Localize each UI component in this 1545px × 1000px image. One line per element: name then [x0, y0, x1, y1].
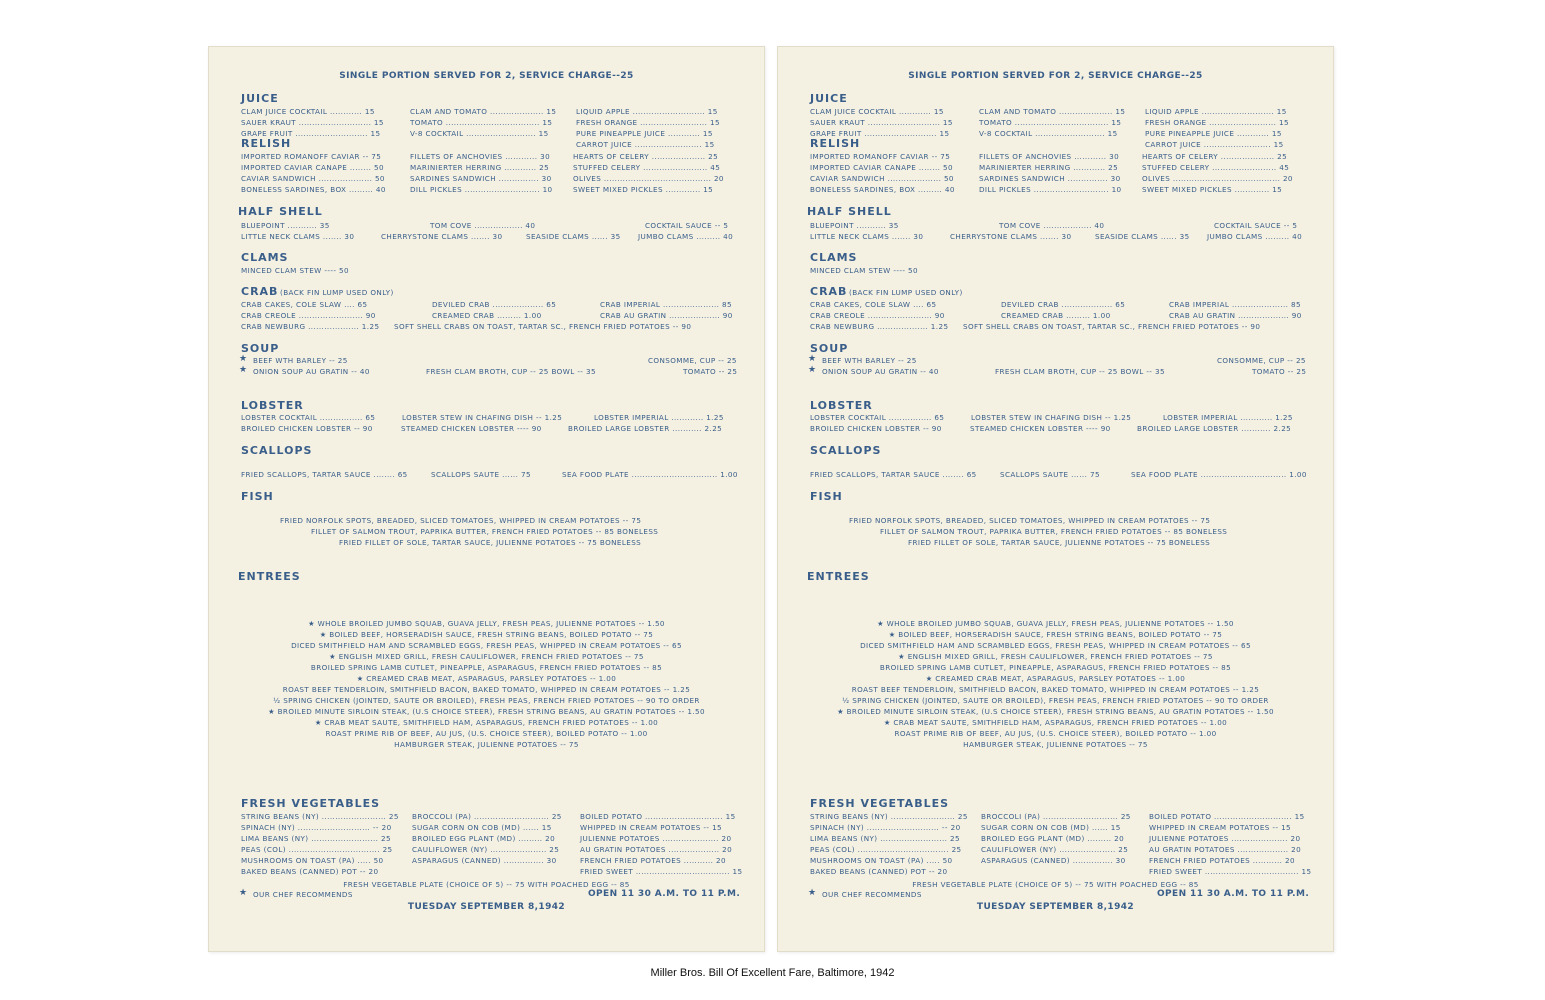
menu-item: V-8 COCKTAIL .......................... 15	[979, 129, 1118, 138]
menu-item: BROCCOLI (PA) ............................ 25	[981, 812, 1131, 821]
entree-item: ★ ENGLISH MIXED GRILL, FRESH CAULIFLOWER, FRENCH FRIED POTATOES -- 75	[329, 652, 644, 661]
menu-item: ASPARAGUS (CANNED) ............... 30	[981, 856, 1126, 865]
section-note: (BACK FIN LUMP USED ONLY)	[849, 288, 963, 297]
menu-item: FILLET OF SALMON TROUT, PAPRIKA BUTTER, FRENCH FRIED POTATOES -- 85 BONELESS	[880, 527, 1228, 536]
menu-item: BLUEPOINT ........... 35	[810, 221, 899, 230]
menu-item: FRIED SWEET ................................... 15	[1149, 867, 1312, 876]
entree-item: BROILED SPRING LAMB CUTLET, PINEAPPLE, ASPARAGUS, FRENCH FRIED POTATOES -- 85	[879, 663, 1232, 672]
section-title-half-shell: HALF SHELL	[807, 205, 892, 218]
menu-item: CRAB AU GRATIN ................... 90	[600, 311, 733, 320]
menu-item: IMPORTED ROMANOFF CAVIAR -- 75	[241, 152, 382, 161]
menu-item: SUGAR CORN ON COB (MD) ...... 15	[412, 823, 552, 832]
menu-item: CAULIFLOWER (NY) ..................... 25	[981, 845, 1129, 854]
menu-item: LITTLE NECK CLAMS ....... 30	[810, 232, 924, 241]
menu-item: CONSOMME, CUP -- 25	[648, 356, 737, 365]
menu-item: CLAM AND TOMATO .................... 15	[979, 107, 1126, 116]
menu-item: JULIENNE POTATOES ..................... 20	[1149, 834, 1301, 843]
menu-item: SEA FOOD PLATE ................................ 1.00	[1131, 470, 1307, 479]
menu-item: LOBSTER IMPERIAL ............ 1.25	[1163, 413, 1293, 422]
menu-item: OLIVES ........................................ 20	[573, 174, 724, 183]
menu-item: TOMATO -- 25	[1252, 367, 1307, 376]
menu-item: CRAB CAKES, COLE SLAW .... 65	[241, 300, 368, 309]
menu-item: FRESH VEGETABLE PLATE (CHOICE OF 5) -- 75 WITH POACHED EGG -- 85	[343, 880, 630, 889]
menu-page-right	[777, 46, 1334, 952]
section-title-fish: FISH	[810, 490, 843, 503]
menu-item: BOILED POTATO ............................. 15	[580, 812, 736, 821]
menu-item: TOM COVE .................. 40	[999, 221, 1105, 230]
menu-item: IMPORTED CAVIAR CANAPE ........ 50	[810, 163, 953, 172]
menu-item: BOILED POTATO ............................. 15	[1149, 812, 1305, 821]
menu-item: SUGAR CORN ON COB (MD) ...... 15	[981, 823, 1121, 832]
menu-item: MUSHROOMS ON TOAST (PA) ..... 50	[241, 856, 384, 865]
menu-item: BEEF WTH BARLEY -- 25	[822, 356, 917, 365]
menu-item: BROILED EGG PLANT (MD) ......... 20	[981, 834, 1125, 843]
menu-item: PURE PINEAPPLE JUICE ............ 15	[576, 129, 713, 138]
menu-date: TUESDAY SEPTEMBER 8,1942	[407, 902, 566, 912]
menu-item: FRIED SWEET ................................... 15	[580, 867, 743, 876]
entree-item: BROILED SPRING LAMB CUTLET, PINEAPPLE, ASPARAGUS, FRENCH FRIED POTATOES -- 85	[310, 663, 663, 672]
entree-item: ★ BOILED BEEF, HORSERADISH SAUCE, FRESH STRING BEANS, BOILED POTATO -- 75	[888, 630, 1223, 639]
menu-item: STUFFED CELERY ........................ 45	[573, 163, 721, 172]
entree-item: ★ BROILED MINUTE SIRLOIN STEAK, (U.S CHOICE STEER), FRESH STRING BEANS, AU GRATIN POTATOES -- 1.50	[268, 707, 705, 716]
section-title-crab: CRAB	[241, 285, 279, 298]
menu-item: LOBSTER STEW IN CHAFING DISH -- 1.25	[402, 413, 563, 422]
menu-item: LIQUID APPLE ........................... 15	[1145, 107, 1287, 116]
menu-item: CRAB IMPERIAL ..................... 85	[600, 300, 732, 309]
section-title-scallops: SCALLOPS	[241, 444, 313, 457]
menu-item: BAKED BEANS (CANNED) POT -- 20	[241, 867, 379, 876]
menu-item: SOFT SHELL CRABS ON TOAST, TARTAR SC., FRENCH FRIED POTATOES -- 90	[394, 322, 692, 331]
menu-item: FRESH ORANGE ......................... 15	[1145, 118, 1289, 127]
section-title-juice: JUICE	[810, 92, 848, 105]
hours: OPEN 11 30 A.M. TO 11 P.M.	[1157, 889, 1310, 899]
section-title-soup: SOUP	[810, 342, 849, 355]
section-title-vegetables: FRESH VEGETABLES	[810, 797, 950, 810]
menu-item: JUMBO CLAMS ......... 40	[638, 232, 734, 241]
entree-item: HAMBURGER STEAK, JULIENNE POTATOES -- 75	[963, 740, 1148, 749]
section-title-clams: CLAMS	[810, 251, 858, 264]
menu-item: FRIED SCALLOPS, TARTAR SAUCE ........ 65	[810, 470, 977, 479]
menu-item: CRAB NEWBURG ................... 1.25	[241, 322, 380, 331]
menu-item: FRIED NORFOLK SPOTS, BREADED, SLICED TOMATOES, WHIPPED IN CREAM POTATOES -- 75	[849, 516, 1211, 525]
menu-item: LITTLE NECK CLAMS ....... 30	[241, 232, 355, 241]
entree-item: ROAST PRIME RIB OF BEEF, AU JUS, (U.S. CHOICE STEER), BOILED POTATO -- 1.00	[325, 729, 648, 738]
star-icon: ★	[808, 365, 817, 375]
menu-item: STUFFED CELERY ........................ 45	[1142, 163, 1290, 172]
menu-item: SWEET MIXED PICKLES ............. 15	[573, 185, 714, 194]
menu-item: CARROT JUICE ......................... 15	[1145, 140, 1284, 149]
menu-item: SARDINES SANDWICH ............... 30	[979, 174, 1121, 183]
star-icon: ★	[239, 888, 248, 898]
menu-item: FRENCH FRIED POTATOES ........... 20	[580, 856, 726, 865]
menu-item: HEARTS OF CELERY .................... 25	[573, 152, 719, 161]
entree-item: ★ CRAB MEAT SAUTE, SMITHFIELD HAM, ASPARAGUS, FRENCH FRIED POTATOES -- 1.00	[314, 718, 659, 727]
menu-item: TOMATO -- 25	[683, 367, 738, 376]
menu-item: DEVILED CRAB ................... 65	[1001, 300, 1126, 309]
menu-item: BONELESS SARDINES, BOX ......... 40	[810, 185, 955, 194]
menu-item: CHERRYSTONE CLAMS ....... 30	[950, 232, 1072, 241]
menu-item: DILL PICKLES ............................ 10	[979, 185, 1122, 194]
entree-item: ROAST PRIME RIB OF BEEF, AU JUS, (U.S. CHOICE STEER), BOILED POTATO -- 1.00	[894, 729, 1217, 738]
star-icon: ★	[239, 365, 248, 375]
star-icon: ★	[808, 888, 817, 898]
menu-item: CREAMED CRAB ......... 1.00	[1001, 311, 1111, 320]
menu-item: CHERRYSTONE CLAMS ....... 30	[381, 232, 503, 241]
entree-item: ★ ENGLISH MIXED GRILL, FRESH CAULIFLOWER, FRENCH FRIED POTATOES -- 75	[898, 652, 1213, 661]
entree-item: ★ CREAMED CRAB MEAT, ASPARAGUS, PARSLEY POTATOES -- 1.00	[356, 674, 617, 683]
menu-item: GRAPE FRUIT ........................... 15	[810, 129, 950, 138]
menu-item: CRAB CREOLE ........................ 90	[810, 311, 945, 320]
menu-item: CLAM AND TOMATO .................... 15	[410, 107, 557, 116]
menu-item: ONION SOUP AU GRATIN -- 40	[253, 367, 370, 376]
menu-date: TUESDAY SEPTEMBER 8,1942	[976, 902, 1135, 912]
menu-item: SWEET MIXED PICKLES ............. 15	[1142, 185, 1283, 194]
menu-item: TOMATO ................................... 15	[410, 118, 553, 127]
menu-item: ONION SOUP AU GRATIN -- 40	[822, 367, 939, 376]
menu-item: WHIPPED IN CREAM POTATOES -- 15	[580, 823, 723, 832]
menu-item: HEARTS OF CELERY .................... 25	[1142, 152, 1288, 161]
entree-item: ★ CRAB MEAT SAUTE, SMITHFIELD HAM, ASPARAGUS, FRENCH FRIED POTATOES -- 1.00	[883, 718, 1228, 727]
menu-item: CRAB NEWBURG ................... 1.25	[810, 322, 949, 331]
menu-item: ASPARAGUS (CANNED) ............... 30	[412, 856, 557, 865]
menu-item: CRAB IMPERIAL ..................... 85	[1169, 300, 1301, 309]
menu-item: PEAS (COL) .................................. 25	[241, 845, 393, 854]
entree-item: ½ SPRING CHICKEN (JOINTED, SAUTE OR BROILED), FRESH PEAS, FRENCH FRIED POTATOES -- 90 TO ORDER	[842, 696, 1269, 705]
section-title-soup: SOUP	[241, 342, 280, 355]
menu-item: STRING BEANS (NY) ........................ 25	[241, 812, 399, 821]
menu-item: STEAMED CHICKEN LOBSTER ---- 90	[970, 424, 1111, 433]
menu-item: CRAB CREOLE ........................ 90	[241, 311, 376, 320]
menu-item: SAUER KRAUT ........................... 15	[810, 118, 953, 127]
menu-item: SCALLOPS SAUTE ...... 75	[1000, 470, 1100, 479]
menu-item: GRAPE FRUIT ........................... 15	[241, 129, 381, 138]
menu-item: SAUER KRAUT ........................... 15	[241, 118, 384, 127]
menu-item: CRAB CAKES, COLE SLAW .... 65	[810, 300, 937, 309]
menu-item: FRIED SCALLOPS, TARTAR SAUCE ........ 65	[241, 470, 408, 479]
menu-item: LOBSTER IMPERIAL ............ 1.25	[594, 413, 724, 422]
menu-item: FILLETS OF ANCHOVIES ............ 30	[410, 152, 551, 161]
menu-item: LIQUID APPLE ........................... 15	[576, 107, 718, 116]
menu-item: MARINIERTER HERRING ............ 25	[979, 163, 1119, 172]
star-icon: ★	[808, 354, 817, 364]
menu-header: SINGLE PORTION SERVED FOR 2, SERVICE CHARGE--25	[908, 71, 1203, 81]
menu-item: DEVILED CRAB ................... 65	[432, 300, 557, 309]
entree-item: ★ WHOLE BROILED JUMBO SQUAB, GUAVA JELLY, FRESH PEAS, JULIENNE POTATOES -- 1.50	[877, 619, 1234, 628]
menu-item: V-8 COCKTAIL .......................... 15	[410, 129, 549, 138]
menu-item: CREAMED CRAB ......... 1.00	[432, 311, 542, 320]
menu-item: BONELESS SARDINES, BOX ......... 40	[241, 185, 386, 194]
menu-item: MINCED CLAM STEW ---- 50	[241, 266, 349, 275]
menu-item: FRESH ORANGE ......................... 15	[576, 118, 720, 127]
menu-item: FRESH CLAM BROTH, CUP -- 25 BOWL -- 35	[995, 367, 1165, 376]
menu-item: AU GRATIN POTATOES ................... 20	[1149, 845, 1302, 854]
section-title-juice: JUICE	[241, 92, 279, 105]
section-note: (BACK FIN LUMP USED ONLY)	[280, 288, 394, 297]
menu-header: SINGLE PORTION SERVED FOR 2, SERVICE CHARGE--25	[339, 71, 634, 81]
menu-item: FRIED NORFOLK SPOTS, BREADED, SLICED TOMATOES, WHIPPED IN CREAM POTATOES -- 75	[280, 516, 642, 525]
hours: OPEN 11 30 A.M. TO 11 P.M.	[588, 889, 741, 899]
menu-item: DILL PICKLES ............................ 10	[410, 185, 553, 194]
entree-item: ROAST BEEF TENDERLOIN, SMITHFIELD BACON, BAKED TOMATO, WHIPPED IN CREAM POTATOES -- 1.25	[282, 685, 691, 694]
star-icon: ★	[239, 354, 248, 364]
section-title-fish: FISH	[241, 490, 274, 503]
entree-item: ROAST BEEF TENDERLOIN, SMITHFIELD BACON, BAKED TOMATO, WHIPPED IN CREAM POTATOES -- 1.25	[851, 685, 1260, 694]
menu-item: CLAM JUICE COCKTAIL ............ 15	[241, 107, 375, 116]
menu-item: LOBSTER COCKTAIL ................ 65	[810, 413, 945, 422]
menu-item: COCKTAIL SAUCE -- 5	[645, 221, 729, 230]
menu-item: BROILED LARGE LOBSTER ........... 2.25	[568, 424, 723, 433]
menu-item: CRAB AU GRATIN ................... 90	[1169, 311, 1302, 320]
menu-item: FRENCH FRIED POTATOES ........... 20	[1149, 856, 1295, 865]
menu-item: BROILED EGG PLANT (MD) ......... 20	[412, 834, 556, 843]
section-title-scallops: SCALLOPS	[810, 444, 882, 457]
menu-item: CAVIAR SANDWICH .................... 50	[241, 174, 385, 183]
menu-item: STEAMED CHICKEN LOBSTER ---- 90	[401, 424, 542, 433]
entree-item: ★ CREAMED CRAB MEAT, ASPARAGUS, PARSLEY POTATOES -- 1.00	[925, 674, 1186, 683]
menu-item: LOBSTER COCKTAIL ................ 65	[241, 413, 376, 422]
menu-item: FRIED FILLET OF SOLE, TARTAR SAUCE, JULIENNE POTATOES -- 75 BONELESS	[908, 538, 1211, 547]
menu-item: STRING BEANS (NY) ........................ 25	[810, 812, 968, 821]
section-title-lobster: LOBSTER	[241, 399, 304, 412]
menu-item: CARROT JUICE ......................... 15	[576, 140, 715, 149]
menu-item: TOM COVE .................. 40	[430, 221, 536, 230]
menu-item: CLAM JUICE COCKTAIL ............ 15	[810, 107, 944, 116]
menu-item: FILLET OF SALMON TROUT, PAPRIKA BUTTER, FRENCH FRIED POTATOES -- 85 BONELESS	[311, 527, 659, 536]
menu-item: SOFT SHELL CRABS ON TOAST, TARTAR SC., FRENCH FRIED POTATOES -- 90	[963, 322, 1261, 331]
section-title-half-shell: HALF SHELL	[238, 205, 323, 218]
menu-item: CONSOMME, CUP -- 25	[1217, 356, 1306, 365]
menu-item: CAULIFLOWER (NY) ..................... 25	[412, 845, 560, 854]
menu-item: FRESH CLAM BROTH, CUP -- 25 BOWL -- 35	[426, 367, 596, 376]
menu-item: WHIPPED IN CREAM POTATOES -- 15	[1149, 823, 1292, 832]
menu-item: FILLETS OF ANCHOVIES ............ 30	[979, 152, 1120, 161]
menu-item: BROILED CHICKEN LOBSTER -- 90	[241, 424, 373, 433]
section-title-relish: RELISH	[241, 137, 292, 150]
entree-item: ★ WHOLE BROILED JUMBO SQUAB, GUAVA JELLY, FRESH PEAS, JULIENNE POTATOES -- 1.50	[308, 619, 665, 628]
menu-item: OLIVES ........................................ 20	[1142, 174, 1293, 183]
menu-item: CAVIAR SANDWICH .................... 50	[810, 174, 954, 183]
menu-item: BEEF WTH BARLEY -- 25	[253, 356, 348, 365]
menu-item: BAKED BEANS (CANNED) POT -- 20	[810, 867, 948, 876]
menu-item: IMPORTED ROMANOFF CAVIAR -- 75	[810, 152, 951, 161]
menu-item: LIMA BEANS (NY) ......................... 25	[810, 834, 960, 843]
menu-item: BLUEPOINT ........... 35	[241, 221, 330, 230]
menu-item: PURE PINEAPPLE JUICE ............ 15	[1145, 129, 1282, 138]
section-title-lobster: LOBSTER	[810, 399, 873, 412]
menu-item: COCKTAIL SAUCE -- 5	[1214, 221, 1298, 230]
menu-item: SPINACH (NY) ........................... -- 20	[241, 823, 392, 832]
menu-item: LOBSTER STEW IN CHAFING DISH -- 1.25	[971, 413, 1132, 422]
section-title-clams: CLAMS	[241, 251, 289, 264]
menu-item: BROILED LARGE LOBSTER ........... 2.25	[1137, 424, 1292, 433]
menu-item: MUSHROOMS ON TOAST (PA) ..... 50	[810, 856, 953, 865]
menu-item: SARDINES SANDWICH ............... 30	[410, 174, 552, 183]
entree-item: ★ BOILED BEEF, HORSERADISH SAUCE, FRESH STRING BEANS, BOILED POTATO -- 75	[319, 630, 654, 639]
section-title-entrees: ENTREES	[238, 570, 301, 583]
menu-item: MARINIERTER HERRING ............ 25	[410, 163, 550, 172]
menu-item: BROILED CHICKEN LOBSTER -- 90	[810, 424, 942, 433]
entree-item: ★ BROILED MINUTE SIRLOIN STEAK, (U.S CHOICE STEER), FRESH STRING BEANS, AU GRATIN POTATOES -- 1.50	[837, 707, 1274, 716]
entree-item: HAMBURGER STEAK, JULIENNE POTATOES -- 75	[394, 740, 579, 749]
menu-item: SEASIDE CLAMS ...... 35	[526, 232, 621, 241]
menu-item: TOMATO ................................... 15	[979, 118, 1122, 127]
entree-item: DICED SMITHFIELD HAM AND SCRAMBLED EGGS, FRESH PEAS, WHIPPED IN CREAM POTATOES -- 65	[291, 641, 682, 650]
chef-recommends: OUR CHEF RECOMMENDS	[822, 890, 922, 899]
menu-item: SCALLOPS SAUTE ...... 75	[431, 470, 531, 479]
menu-item: AU GRATIN POTATOES ................... 20	[580, 845, 733, 854]
menu-item: FRIED FILLET OF SOLE, TARTAR SAUCE, JULIENNE POTATOES -- 75 BONELESS	[339, 538, 642, 547]
menu-item: PEAS (COL) .................................. 25	[810, 845, 962, 854]
menu-page-left	[208, 46, 765, 952]
section-title-relish: RELISH	[810, 137, 861, 150]
menu-item: SEA FOOD PLATE ................................ 1.00	[562, 470, 738, 479]
image-caption: Miller Bros. Bill Of Excellent Fare, Baltimore, 1942	[650, 967, 895, 979]
menu-item: FRESH VEGETABLE PLATE (CHOICE OF 5) -- 75 WITH POACHED EGG -- 85	[912, 880, 1199, 889]
menu-item: SEASIDE CLAMS ...... 35	[1095, 232, 1190, 241]
menu-item: SPINACH (NY) ........................... -- 20	[810, 823, 961, 832]
entree-item: DICED SMITHFIELD HAM AND SCRAMBLED EGGS, FRESH PEAS, WHIPPED IN CREAM POTATOES -- 65	[860, 641, 1251, 650]
menu-item: IMPORTED CAVIAR CANAPE ........ 50	[241, 163, 384, 172]
menu-item: BROCCOLI (PA) ............................ 25	[412, 812, 562, 821]
chef-recommends: OUR CHEF RECOMMENDS	[253, 890, 353, 899]
section-title-entrees: ENTREES	[807, 570, 870, 583]
section-title-crab: CRAB	[810, 285, 848, 298]
menu-item: JULIENNE POTATOES ..................... 20	[580, 834, 732, 843]
section-title-vegetables: FRESH VEGETABLES	[241, 797, 381, 810]
menu-item: JUMBO CLAMS ......... 40	[1207, 232, 1303, 241]
menu-item: LIMA BEANS (NY) ......................... 25	[241, 834, 391, 843]
entree-item: ½ SPRING CHICKEN (JOINTED, SAUTE OR BROILED), FRESH PEAS, FRENCH FRIED POTATOES -- 90 TO ORDER	[273, 696, 700, 705]
menu-item: MINCED CLAM STEW ---- 50	[810, 266, 918, 275]
